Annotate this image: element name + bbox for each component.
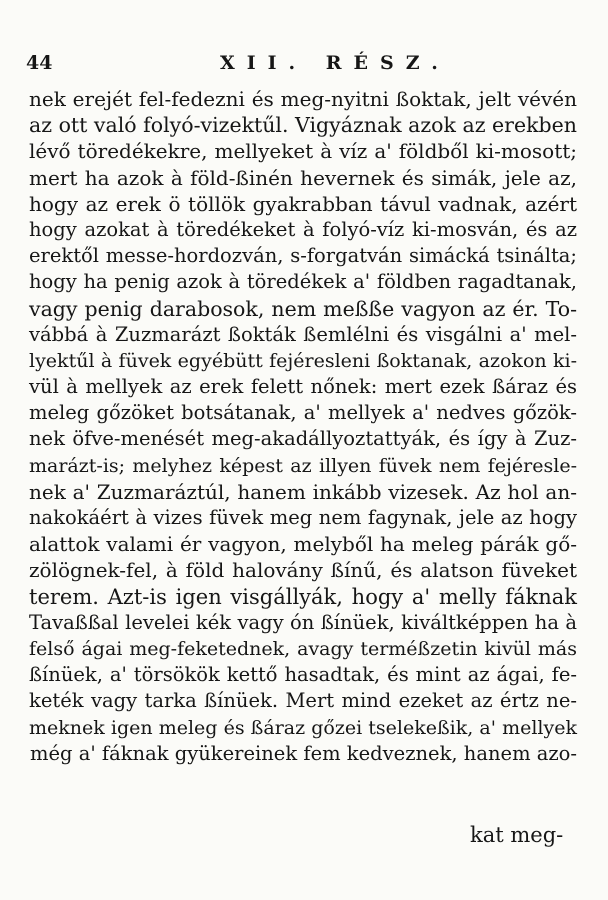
text-line: még a' fáknak gyükereinek fem kedveznek, hanem azo-	[29, 741, 577, 765]
catchword: kat meg-	[470, 823, 564, 847]
text-line: erektől messe-hordozván, s-forgatván simácká tsinálta;	[29, 244, 577, 268]
text-line: nek a' Zuzmaráztúl, hanem inkább vizesek. Az hol an-	[29, 479, 577, 504]
text-line: Tavaßßal levelei kék vagy ón ßínüek, kiváltképpen ha à	[29, 610, 577, 634]
page-header	[26, 52, 574, 80]
text-line: mert ha azok à föld-ßinén hevernek és simák, jele az,	[29, 165, 577, 190]
page-number: 44	[26, 52, 53, 74]
text-line: hogy azokat à töredékeket à folyó-víz ki-mosván, és az	[29, 217, 577, 241]
text-line: hogy az erek ö töllök gyakrabban távul vadnak, azért	[29, 191, 577, 216]
text-line: alattok valami ér vagyon, melyből ha meleg párák gő-	[29, 532, 577, 557]
text-line: meleg gőzöket botsátanak, a' mellyek a' nedves gőzök-	[29, 401, 577, 425]
running-head: XII. RÉSZ.	[220, 52, 450, 74]
text-line: nek erejét fel-fedezni és meg-nyitni ßoktak, jelt vévén	[29, 87, 577, 111]
text-line: lévő töredékekre, mellyeket à víz a' földből ki-mosott;	[29, 139, 577, 164]
text-line: meknek igen meleg és ßáraz gőzei tselekeßik, a' mellyek	[29, 716, 577, 739]
text-line: felső ágai meg-feketednek, avagy terméßzetin kivül más	[29, 637, 577, 660]
text-line: vagy penig darabosok, nem meßße vagyon az ér. To-	[29, 296, 577, 321]
text-line: marázt-is; melyhez képest az illyen füvek nem fejéresle-	[29, 454, 577, 477]
text-line: az ott való folyó-vizektűl. Vigyáznak azok az erekben	[29, 113, 577, 138]
text-line: terem. Azt-is igen visgállyák, hogy a' melly fáknak	[29, 584, 577, 609]
text-line: nek öfve-menését meg-akadállyoztattyák, és így à Zuz-	[29, 427, 577, 451]
text-line: vül à mellyek az erek felett nőnek: mert ezek ßáraz és	[29, 375, 577, 399]
text-line: nakokáért à vizes füvek meg nem fagynak, jele az hogy	[29, 506, 577, 529]
text-line: ßínüek, a' törsökök kettő hasadtak, és mint az ágai, fe-	[29, 663, 577, 687]
body-text	[29, 86, 577, 767]
text-line: vábbá à Zuzmarázt ßokták ßemlélni és visgálni a' mel-	[29, 322, 577, 346]
text-line: lyektűl à füvek egyébütt fejéresleni ßoktanak, azokon ki-	[29, 349, 577, 372]
text-line: hogy ha penig azok à töredékek a' földben ragadtanak,	[29, 270, 577, 294]
text-line: keték vagy tarka ßínüek. Mert mind ezeket az értz ne-	[29, 689, 577, 713]
text-line: zölögnek-fel, à föld halovány ßínű, és alatson füveket	[29, 558, 577, 583]
